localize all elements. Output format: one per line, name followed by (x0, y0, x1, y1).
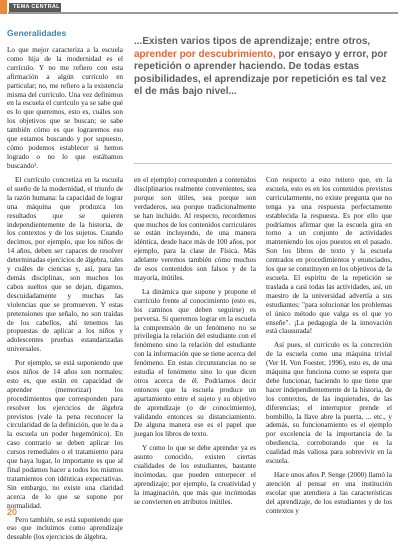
column-3 (266, 176, 392, 521)
section-title: Generalidades (7, 28, 67, 38)
page-number: 20 (7, 507, 18, 517)
paragraph: Así pues, el currículo es la concreción de la escuela como una máquina trivial (Ver H. Von Foester, 1996), esto es, de una máquina que funciona como se espera que debe funcionar, haciendo lo que tiene que hacer independientemente de la historia, de los contextos, de las inquietudes, de las diferencias; el interruptor prende el bombillo, la llave abre la puerta, ... etc., y además, su funcionamiento es el ejemplo por excelencia de la importancia de la obediencia, corroborando que es la cualidad más valiosa para sobrevivir en la escuela. (266, 341, 392, 466)
paragraph: Lo que mejor caracteriza a la escuela como hija de la modernidad es el currículo. Y no me refiero con esta afirmación a algún currículo en particular; no, me refiero a la existencia misma del currículo. Una vez definimos en la escuela el currículo ya se sabe qué es lo que queremos, esto es, cuáles son los objetivos que se buscan; se sabe también cómo es que lograremos eso que estamos buscando y por supuesto, cómo podemos establecer si hemos logrado o no lo que estábamos buscando¹. (7, 46, 123, 170)
paragraph: El currículo concretiza en la escuela el sueño de la modernidad, el triunfo de la razón humana: la capacidad de lograr una máquina que produzca los resultados que se quieren independientemente de la historia, de los contextos y de los sujetos. Cuando decimos, por ejemplo, que los niños de 14 años, deben ser capaces de resolver determinadas ejercicios de álgebra, tales y cuáles de ciencias y, así, para las demás disciplinas, son muchos los cabos sueltos que se dejan, digamos, descuidadamente y muchas las violencias que se promueven. Y estas pretensiones que señalo, no son traídas de los cabellos, ahí tenemos las propuestas de aplicar a los niños y adolescentes pruebas estandarizadas universales. (7, 176, 123, 354)
pull-quote (134, 36, 392, 99)
column-1 (7, 176, 123, 547)
column-1-top (7, 46, 123, 176)
pull-quote-text: ...Existen varios tipos de aprendizaje; entre otros, (134, 36, 371, 47)
pull-quote-highlight: aprender por descubrimiento, (134, 48, 276, 60)
section-tag: TEMA CENTRAL (9, 3, 61, 12)
paragraph: Con respecto a esto reitero que, en la escuela, esto es en los contenidos previstos curricularmente, no existe pregunta que no tenga ya una respuesta perfectamente establecida la respuesta. Es por ello que podríamos afirmar que la escuela gira en torno a un conjunto de actividades manteniendo los ojos puestos en el pasado. Son los libros de texto y la escuela centrados en procedimientos y enunciados, los que se constituyen en los objetivos de la escuela. El espíritu de la repetición se traslada a casi todas las actividades, así, un maestro de la universidad advertía a sus estudiantes: "para solucionar los problemas el único método que valga es el que yo enseñe". ¡La pedagogía de la innovación está clausurada! (266, 176, 392, 336)
paragraph: Por ejemplo, se está suponiendo que esos niños de 14 años son normales; esto es, que están en capacidad de aprender (memorizar) los procedimientos que corresponden para resolver los ejercicios de álgebra previstos (vale la pena reconocer la circularidad de la definición, que le da a la escuela un poder hegemónico). En caso contrario se deben aplicar los cursos remediales o el tratamiento para que haya lugar, lo importante es que al final podamos hacer a todos los mismos tratamientos con idénticas expectativas. Sin embargo, no existe una claridad acerca de lo que se supone por normalidad. (7, 359, 123, 510)
paragraph: La dinámica que supone y propone el currículo frente al conocimiento (esto es, los caminos que deben seguirse) es perversa. Si queremos lograr en la escuela la comprensión de un fenómeno no se privilegia la relación del estudiante con el fenómeno sino la relación del estudiante con la información que se tiene acerca del fenómeno. En estas circunstancias no se estudia el fenómeno sino lo que dicen otros acerca de él. Podríamos decir entonces que la escuela produce un apartamiento entre el sujeto y su objetivo de aprendizaje (o de conocimiento), validando entonces su distanciamiento. De alguna manera ese es el papel que juegan los libros de texto. (134, 287, 256, 439)
header-rule (8, 12, 398, 14)
paragraph: Y como lo que se debe aprender ya es asunto conocido, existen ciertas cualidades de los estudiantes, bastante incómodas, que pueden entorpecer el aprendizaje; por ejemplo, la creatividad y la imaginación, que más que incómodas se convierten en atributos inútiles. (134, 444, 256, 506)
paragraph: Hace unos años P. Senge (2000) llamó la atención al pensar en una institución escolar que atendiera a las características del aprendizaje, de los estudiantes y de los contextos y (266, 471, 392, 515)
paragraph: en el ejemplo) corresponden a contenidos disciplinarios realmente convenientes, sea porque son útiles, sea porque son verdaderos, sea porque tradicionalmente se han incluido. Al respecto, recordemos que muchos de los contenidos curriculares se están incluyendo, de una manera idéntica, desde hace más de 100 años, por ejemplo, para la clase de Física. Más adelante veremos también cómo muchos de esos contenidos son falsos y de la mayoría, inútiles. (134, 176, 256, 282)
column-2 (134, 176, 256, 512)
quote-divider (134, 163, 392, 164)
pull-quote-text-end: por ensayo y error, por repetición o aprender haciendo. De todas estas posibilidades, el aprendizaje por repetición es tal vez el de más bajo nivel... (134, 48, 388, 98)
header-accent-block (0, 0, 7, 14)
paragraph: Pero también, se está suponiendo que eso que incluimos como aprendizaje deseable (los ejercicios de álgebra, (7, 515, 123, 542)
